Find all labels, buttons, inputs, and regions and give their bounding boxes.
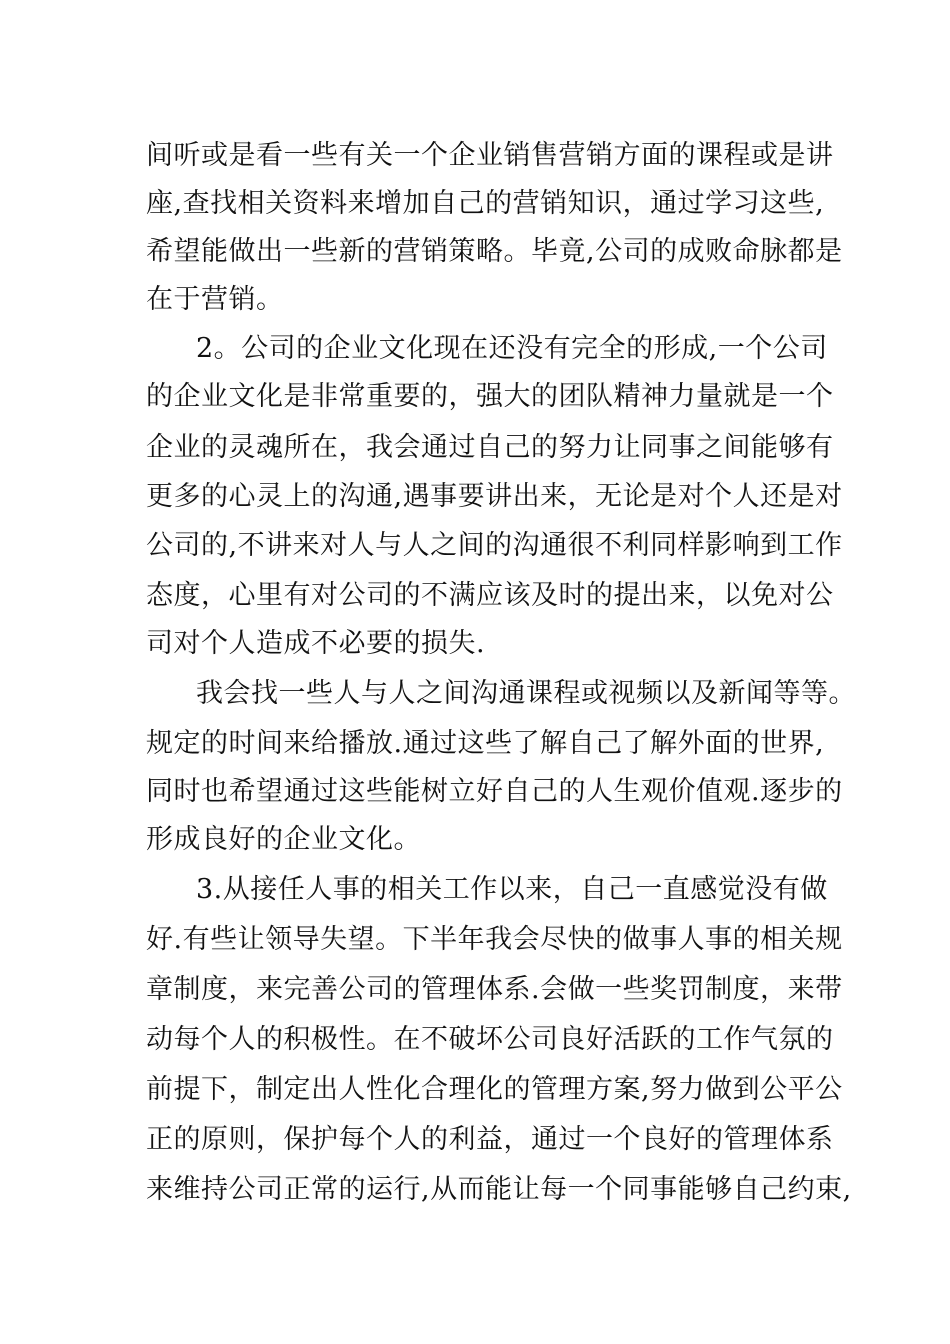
text-line: 好.有些让领导失望。下半年我会尽快的做事人事的相关规 [146, 924, 843, 955]
text-line: 章制度，来完善公司的管理体系.会做一些奖罚制度，来带 [146, 974, 843, 1005]
text-line: 更多的心灵上的沟通,遇事要讲出来，无论是对个人还是对 [146, 481, 843, 512]
text-line: 规定的时间来给播放.通过这些了解自己了解外面的世界, [146, 728, 825, 759]
text-line: 正的原则，保护每个人的利益，通过一个良好的管理体系 [146, 1124, 834, 1155]
text-line: 态度，心里有对公司的不满应该及时的提出来，以免对公 [146, 580, 834, 611]
text-line: 希望能做出一些新的营销策略。毕竟,公司的成败命脉都是 [146, 236, 843, 267]
text-line: 公司的,不讲来对人与人之间的沟通很不利同样影响到工作 [146, 530, 843, 561]
text-line: 形成良好的企业文化。 [146, 824, 421, 855]
text-line: 座,查找相关资料来增加自己的营销知识，通过学习这些, [146, 188, 825, 219]
text-line: 2。公司的企业文化现在还没有完全的形成,一个公司 [196, 333, 828, 364]
text-line: 我会找一些人与人之间沟通课程或视频以及新闻等等。 [196, 678, 856, 709]
text-line: 动每个人的积极性。在不破坏公司良好活跃的工作气氛的 [146, 1024, 834, 1055]
text-line: 司对个人造成不必要的损失. [146, 628, 486, 659]
text-line: 在于营销。 [146, 284, 284, 315]
text-line: 前提下，制定出人性化合理化的管理方案,努力做到公平公 [146, 1074, 843, 1105]
text-line: 来维持公司正常的运行,从而能让每一个同事能够自己约束, [146, 1174, 852, 1205]
text-line: 的企业文化是非常重要的，强大的团队精神力量就是一个 [146, 381, 834, 412]
text-line: 间听或是看一些有关一个企业销售营销方面的课程或是讲 [146, 140, 834, 171]
text-line: 3.从接任人事的相关工作以来，自己一直感觉没有做 [196, 874, 828, 905]
text-line: 企业的灵魂所在，我会通过自己的努力让同事之间能够有 [146, 432, 834, 463]
text-line: 同时也希望通过这些能树立好自己的人生观价值观.逐步的 [146, 776, 843, 807]
